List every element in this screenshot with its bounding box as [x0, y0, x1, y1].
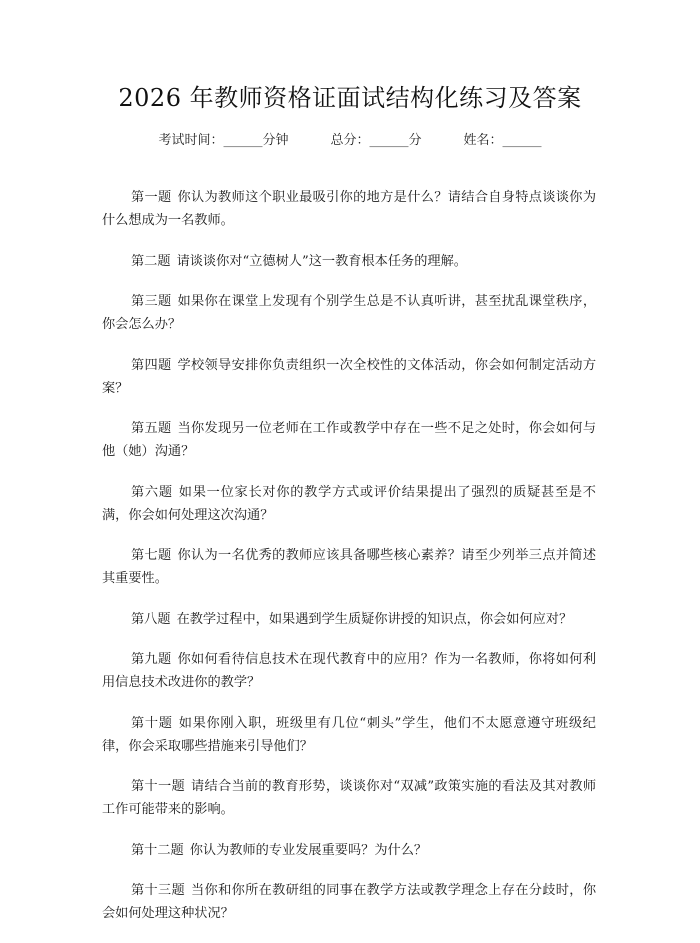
question-text: 你认为教师这个职业最吸引你的地方是什么？请结合自身特点谈谈你为什么想成为一名教师。: [102, 190, 597, 228]
question-number: 第二题: [131, 253, 171, 269]
question-text: 请结合当前的教育形势，谈谈你对“双减”政策实施的看法及其对教师工作可能带来的影响。: [102, 779, 597, 817]
question-number: 第五题: [131, 421, 172, 436]
question-item: [102, 879, 596, 925]
exam-info-line: [0, 130, 700, 152]
question-number: 第十三题: [131, 883, 186, 898]
question-item: [102, 354, 596, 400]
question-number: 第十二题: [131, 842, 184, 858]
question-number: 第九题: [131, 652, 172, 667]
question-text: 请谈谈你对“立德树人”这一教育根本任务的理解。: [176, 253, 467, 269]
question-text: 你如何看待信息技术在现代教育中的应用？作为一名教师，你将如何利用信息技术改进你的教学？: [102, 652, 597, 690]
question-item: [102, 648, 596, 694]
question-text: 如果你在课堂上发现有个别学生总是不认真听讲，甚至扰乱课堂秩序，你会怎么办？: [102, 294, 597, 332]
question-text: 在教学过程中，如果遇到学生质疑你讲授的知识点，你会如何应对？: [176, 611, 573, 627]
question-item: [102, 544, 596, 590]
question-number: 第六题: [131, 484, 173, 500]
question-item: [102, 290, 596, 336]
question-text: 学校领导安排你负责组织一次全校性的文体活动，你会如何制定活动方案？: [102, 357, 597, 396]
question-text: 你认为一名优秀的教师应该具备哪些核心素养？请至少列举三点并简述其重要性。: [102, 548, 597, 586]
question-item: [102, 481, 596, 527]
question-text: 你认为教师的专业发展重要吗？为什么？: [189, 842, 428, 858]
question-item: [102, 712, 596, 758]
question-number: 第八题: [131, 611, 171, 627]
question-number: 第十一题: [131, 779, 185, 794]
document-title: 2026 年教师资格证面试结构化练习及答案: [118, 84, 582, 112]
question-item: [102, 608, 596, 631]
total-score-field: 总分：______分: [330, 133, 422, 148]
question-text: 如果一位家长对你的教学方式或评价结果提出了强烈的质疑甚至是不满，你会如何处理这次沟通？: [102, 484, 596, 523]
question-item: [102, 839, 596, 862]
question-item: [102, 250, 596, 273]
question-number: 第十题: [131, 715, 173, 731]
question-item: [102, 417, 596, 463]
exam-time-field: 考试时间：______分钟: [158, 133, 289, 148]
question-number: 第三题: [131, 294, 172, 309]
question-item: [102, 775, 596, 821]
question-number: 第四题: [131, 357, 172, 373]
question-text: 如果你刚入职，班级里有几位“刺头”学生，他们不太愿意遵守班级纪律，你会采取哪些措施来引导他们？: [102, 715, 596, 754]
question-text: 当你发现另一位老师在工作或教学中存在一些不足之处时，你会如何与他（她）沟通？: [102, 421, 597, 459]
question-number: 第七题: [131, 548, 172, 563]
question-text: 当你和你所在教研组的同事在教学方法或教学理念上存在分歧时，你会如何处理这种状况？: [102, 883, 597, 921]
question-number: 第一题: [131, 190, 172, 205]
question-list: [102, 186, 596, 943]
question-item: [102, 186, 596, 232]
name-field: 姓名：______: [463, 133, 542, 148]
